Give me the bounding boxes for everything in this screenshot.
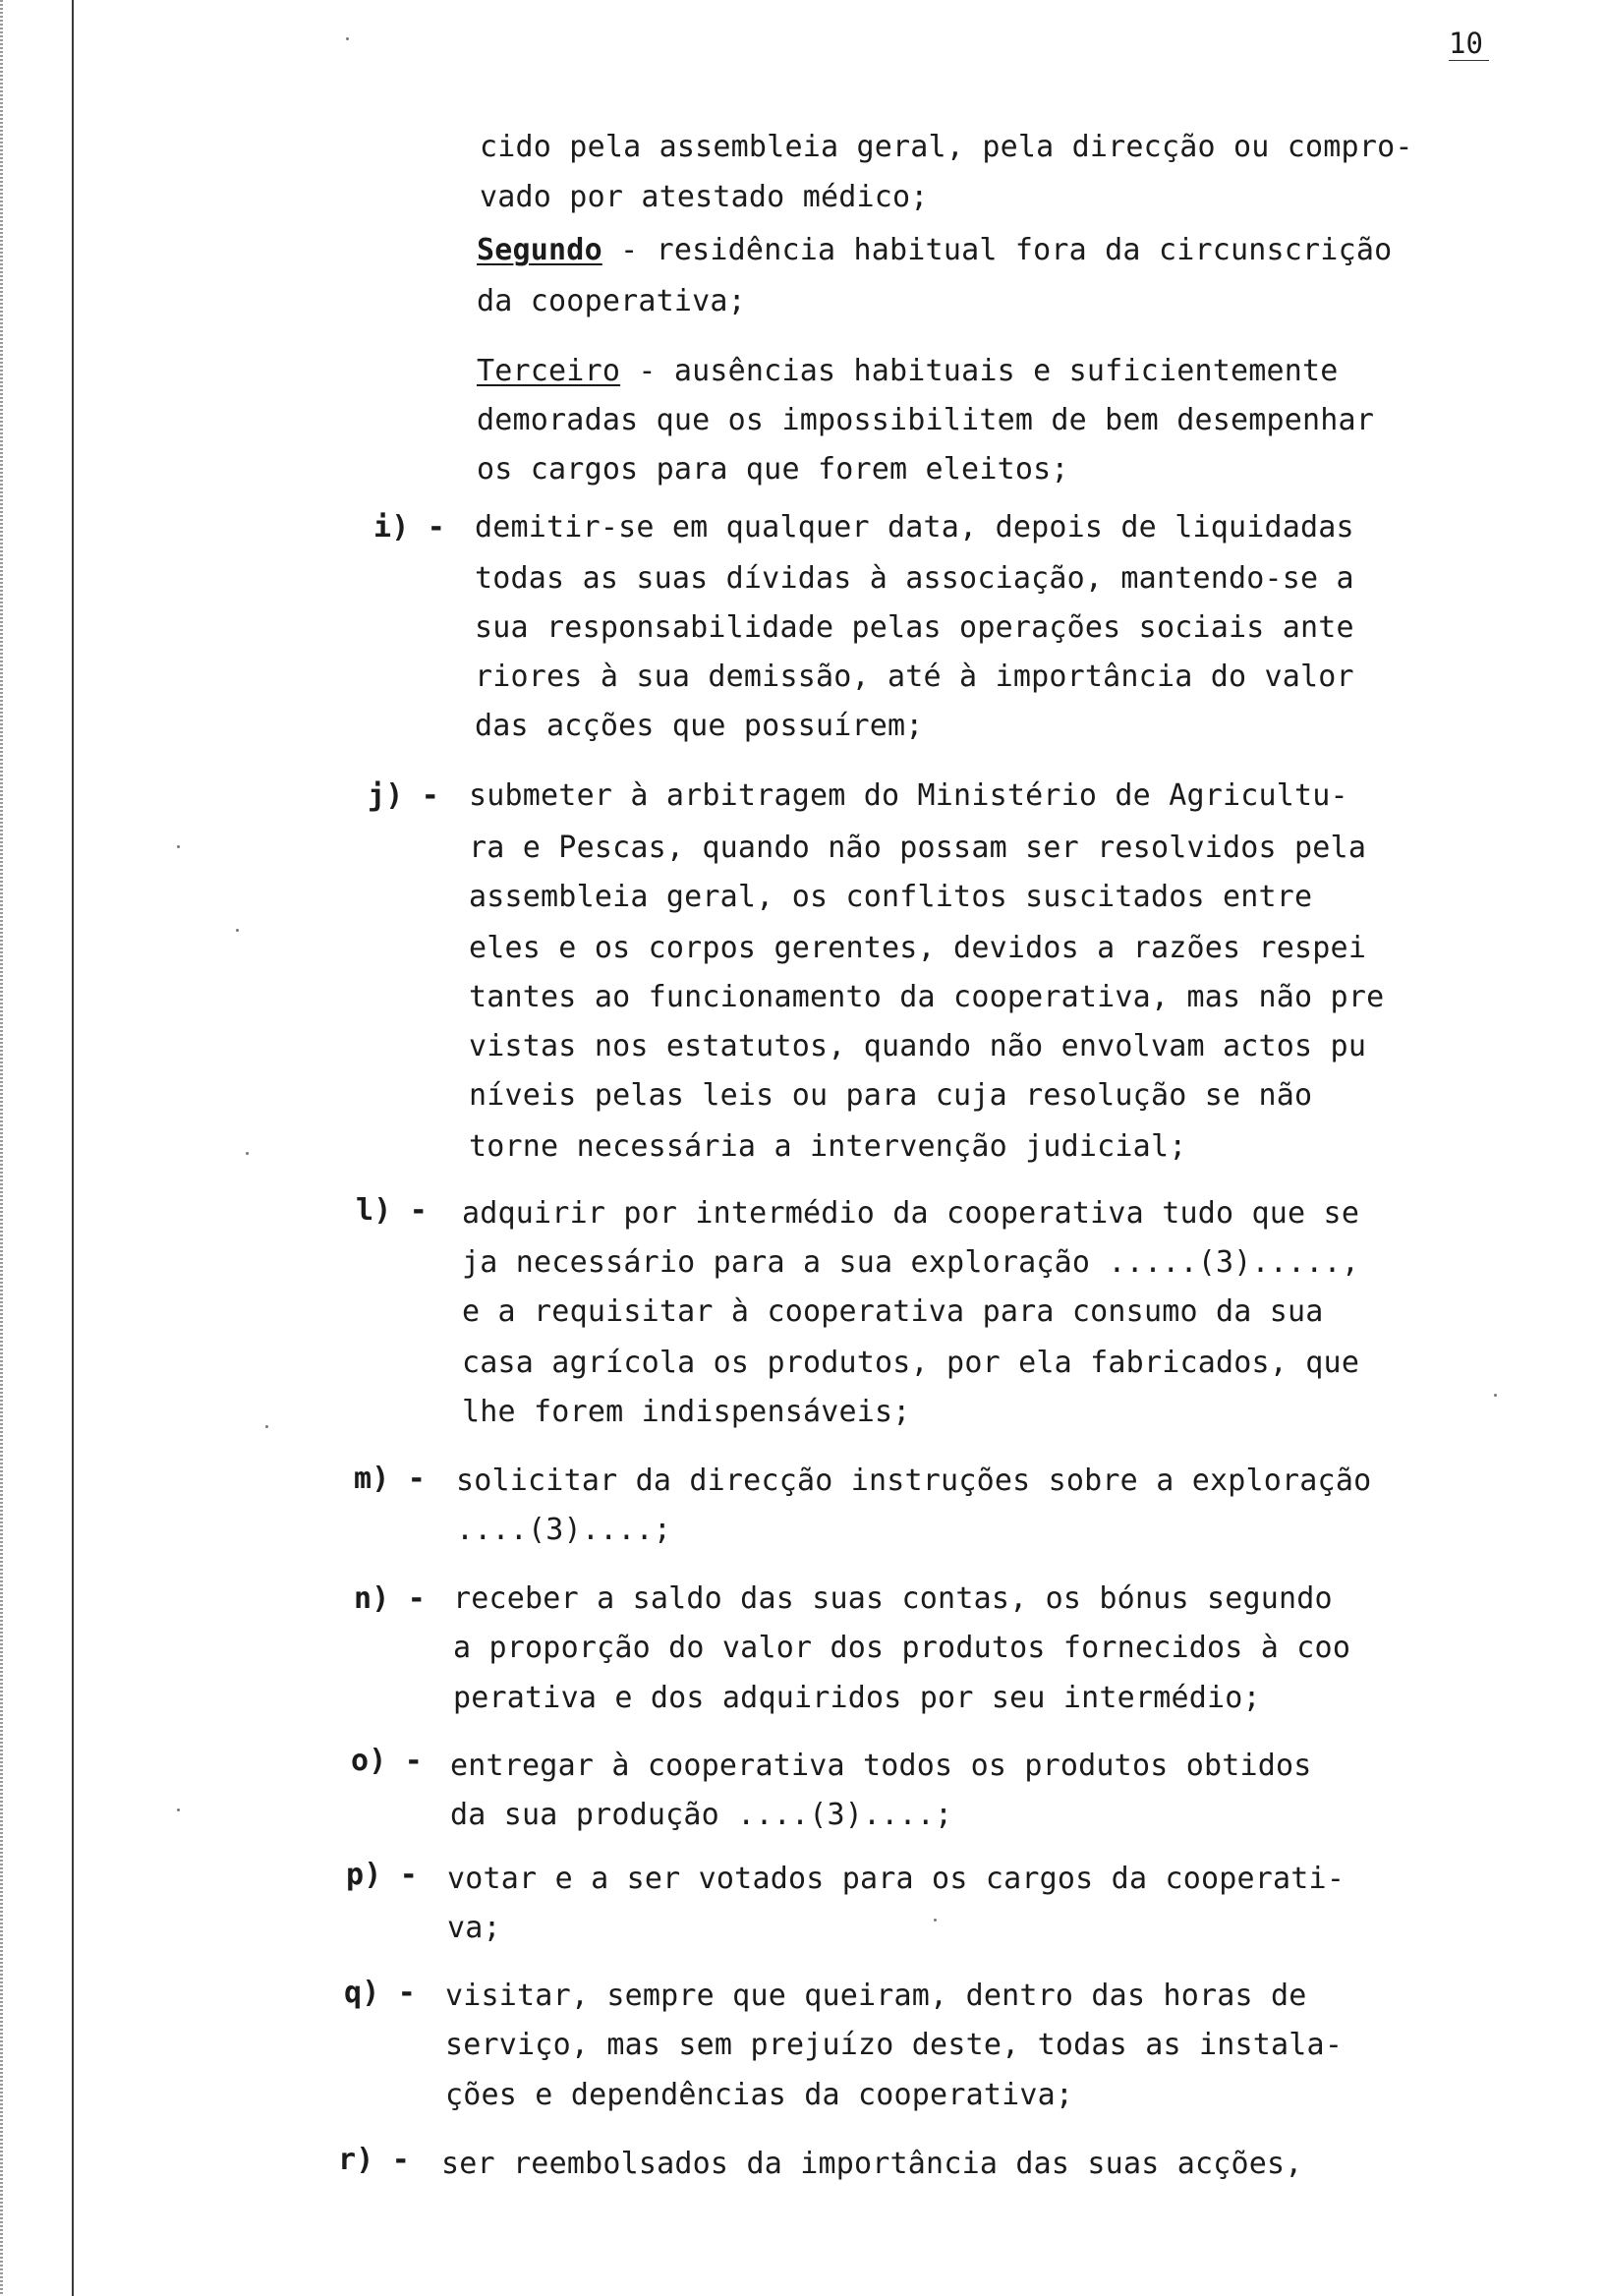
text-line: demitir-se em qualquer data, depois de liquidadas [475,510,1354,545]
text-line: ja necessário para a sua exploração .....(3)....., [462,1245,1360,1280]
item-label-m: m) - [354,1462,427,1496]
text-line: ra e Pescas, quando não possam ser resolvidos pela [469,831,1367,865]
scan-speck [346,37,349,40]
item-label-q: q) - [344,1976,417,2010]
text-line: da sua produção ....(3)....; [450,1798,953,1832]
item-label-l: l) - [356,1193,429,1228]
text-line: riores à sua demissão, até à importância do valor [475,660,1354,694]
text-line: torne necessária a intervenção judicial; [469,1129,1187,1164]
text-line: demoradas que os impossibilitem de bem desempenhar [477,403,1375,437]
text-line: lhe forem indispensáveis; [462,1395,911,1429]
text-line: vistas nos estatutos, quando não envolvam actos pu [469,1029,1367,1063]
text-line: sua responsabilidade pelas operações sociais ante [475,610,1354,645]
text-line: da cooperativa; [477,284,746,318]
item-label-i: i) - [373,510,446,545]
text-line: cido pela assembleia geral, pela direcção ou compro- [480,130,1413,164]
item-label-o: o) - [351,1744,424,1778]
text-line: tantes ao funcionamento da cooperativa, mas não pre [469,980,1385,1014]
text-line: os cargos para que forem eleitos; [477,452,1069,487]
subitem-terceiro [477,354,1339,388]
text-line: níveis pelas leis ou para cuja resolução se não [469,1078,1313,1113]
item-label-j: j) - [368,778,440,813]
text-line: das acções que possuírem; [475,709,924,743]
scan-left-edge [0,0,3,2296]
scan-speck [246,1152,249,1155]
text-line: receber a saldo das suas contas, os bónus segundo [453,1581,1333,1616]
scan-speck [934,1919,937,1922]
text-line: serviço, mas sem prejuízo deste, todas as instala- [445,2028,1344,2062]
text-line: votar e a ser votados para os cargos da cooperati- [447,1862,1346,1896]
text-line: a proporção do valor dos produtos fornecidos à coo [453,1631,1351,1665]
text-line: e a requisitar à cooperativa para consumo da sua [462,1294,1324,1329]
text-line: - ausências habituais e suficientemente [620,354,1339,388]
text-line: ....(3)....; [456,1513,672,1547]
text-line: assembleia geral, os conflitos suscitados entre [469,880,1313,914]
text-line: ções e dependências da cooperativa; [445,2078,1074,2112]
text-line: vado por atestado médico; [480,180,929,214]
text-line: entregar à cooperativa todos os produtos obtidos [450,1749,1312,1783]
scan-speck [265,1425,268,1428]
text-line: perativa e dos adquiridos por seu intermédio; [453,1681,1261,1715]
item-label-r: r) - [338,2143,411,2177]
item-label-p: p) - [346,1858,419,1892]
scan-speck [236,929,239,932]
scan-speck [1494,1394,1497,1397]
subitem-label: Segundo [477,233,602,267]
text-line: submeter à arbitragem do Ministério de Agricultu- [469,778,1348,813]
margin-rule [72,0,74,2296]
text-line: casa agrícola os produtos, por ela fabricados, que [462,1346,1360,1380]
scan-speck [177,1808,180,1811]
item-label-n: n) - [354,1581,427,1616]
scan-speck [177,845,180,848]
subitem-segundo [477,233,1393,267]
text-line: va; [447,1911,501,1945]
text-line: visitar, sempre que queiram, dentro das horas de [445,1979,1307,2013]
text-line: ser reembolsados da importância das suas acções, [441,2147,1303,2181]
subitem-label: Terceiro [477,354,621,388]
page-number: 10 [1449,28,1489,61]
text-line: adquirir por intermédio da cooperativa tudo que se [462,1196,1360,1231]
text-line: solicitar da direcção instruções sobre a exploração [456,1464,1372,1498]
text-line: eles e os corpos gerentes, devidos a razões respei [469,931,1367,965]
text-line: - residência habitual fora da circunscrição [602,233,1393,267]
text-line: todas as suas dívidas à associação, mantendo-se a [475,561,1354,596]
